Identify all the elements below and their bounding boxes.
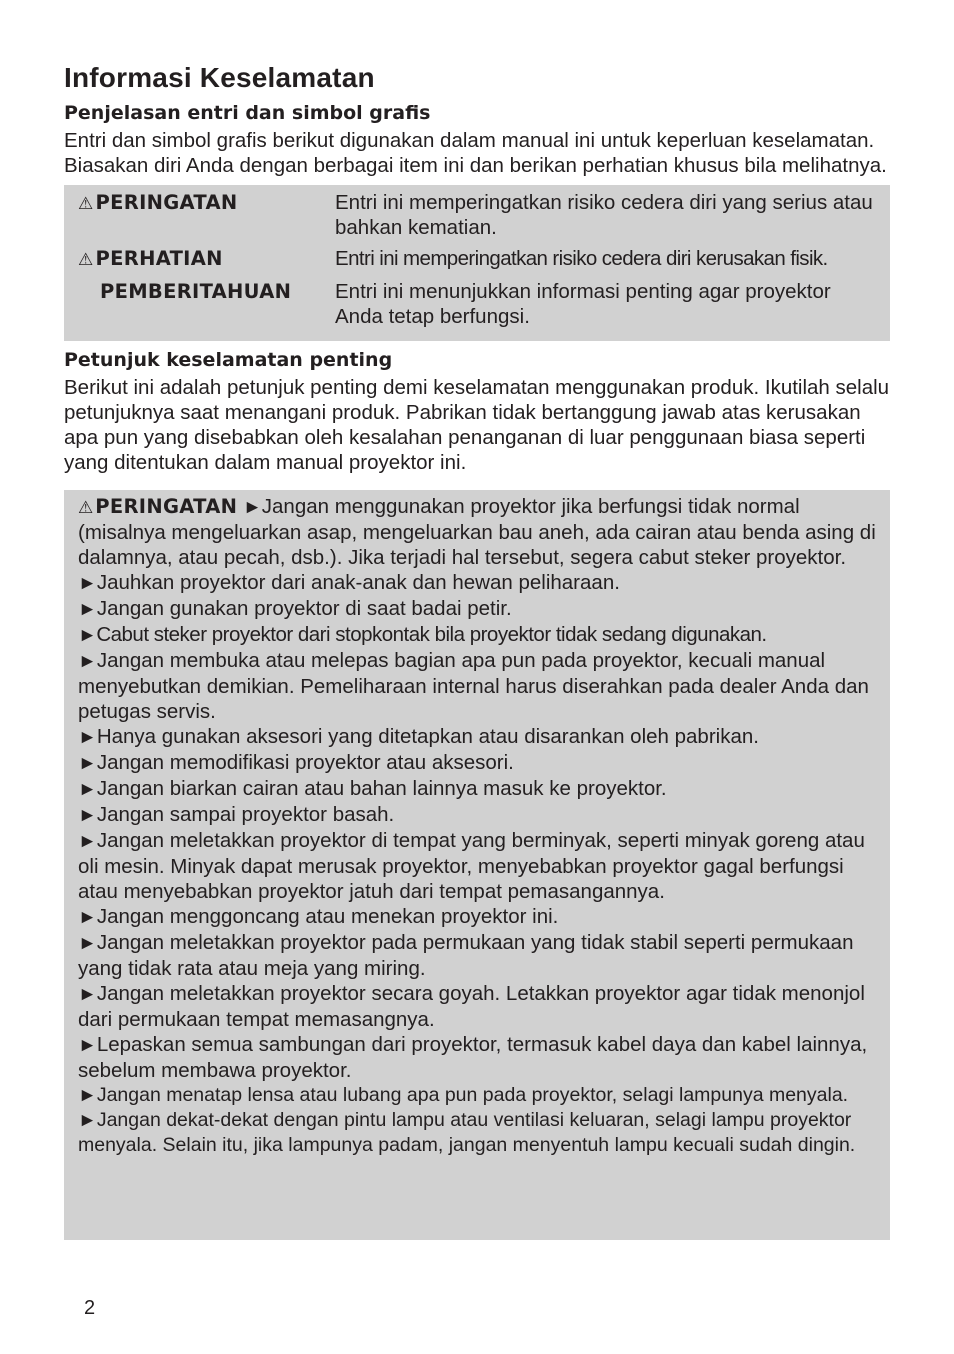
legend-term: PERHATIAN <box>95 247 223 270</box>
list-item: ►Jangan gunakan proyektor di saat badai petir. <box>78 597 512 620</box>
arrow-icon: ► <box>78 1110 97 1131</box>
legend-row-notice <box>78 279 876 329</box>
list-item: ►Jangan memodifikasi proyektor atau aksesori. <box>78 751 514 774</box>
warning-instructions-box <box>64 490 890 1240</box>
list-item: ►Jauhkan proyektor dari anak-anak dan hewan peliharaan. <box>78 571 620 594</box>
section-heading-symbols: Penjelasan entri dan simbol grafis <box>64 102 431 124</box>
arrow-icon: ► <box>78 779 97 800</box>
arrow-icon: ► <box>78 753 97 774</box>
document-page <box>64 58 890 1240</box>
list-item: ⚠ PERINGATAN ►Jangan menggunakan proyektor jika berfungsi tidak normal (misalnya mengeluarkan asap, mengeluarkan bau aneh, ada cairan atau benda asing di dalamnya, atau pecah, dsb.). Jika terjadi hal tersebut, segera cabut steker proyektor. <box>78 495 876 569</box>
arrow-icon: ► <box>78 1035 97 1056</box>
list-item: ►Jangan meletakkan proyektor di tempat yang berminyak, seperti minyak goreng atau oli mesin. Minyak dapat merusak proyektor, menyebabkan proyektor gagal berfungsi atau menyebabkan proyektor jatuh dari tempat pemasangannya. <box>78 829 865 903</box>
arrow-icon: ► <box>78 984 97 1005</box>
list-item: ►Hanya gunakan aksesori yang ditetapkan atau disarankan oleh pabrikan. <box>78 725 759 748</box>
warning-triangle-icon: ⚠ <box>78 194 94 214</box>
list-item: ►Jangan biarkan cairan atau bahan lainnya masuk ke proyektor. <box>78 777 667 800</box>
list-item: ►Jangan membuka atau melepas bagian apa pun pada proyektor, kecuali manual menyebutkan demikian. Pemeliharaan internal harus diserahkan pada dealer Anda dan petugas servis. <box>78 649 869 723</box>
legend-description: Entri ini memperingatkan risiko cedera diri kerusakan fisik. <box>335 247 828 270</box>
arrow-icon: ► <box>78 727 97 748</box>
arrow-icon: ► <box>78 1085 97 1106</box>
list-item: ►Cabut steker proyektor dari stopkontak bila proyektor tidak sedang digunakan. <box>78 623 767 646</box>
arrow-icon: ► <box>242 497 262 518</box>
legend-row-warning <box>78 190 876 240</box>
arrow-icon: ► <box>78 651 97 672</box>
legend-term: PERINGATAN <box>95 191 238 214</box>
section-heading-safety: Petunjuk keselamatan penting <box>64 349 393 371</box>
arrow-icon: ► <box>78 907 97 928</box>
page-number: 2 <box>84 1297 96 1319</box>
symbol-legend-box <box>64 185 890 341</box>
arrow-icon: ► <box>78 599 97 620</box>
warning-triangle-icon: ⚠ <box>78 250 94 270</box>
arrow-icon: ► <box>78 831 97 852</box>
list-item: ►Jangan meletakkan proyektor secara goyah. Letakkan proyektor agar tidak menonjol dari permukaan tempat memasangnya. <box>78 982 865 1031</box>
section-intro-safety: Berikut ini adalah petunjuk penting demi keselamatan menggunakan produk. Ikutilah selalu petunjuknya saat menangani produk. Pabrikan tidak bertanggung jawab atas kerusakan apa pun yang disebabkan oleh kesalahan penanganan di luar penggunaan biasa seperti yang ditentukan dalam manual proyektor ini. <box>64 376 890 474</box>
list-item: ►Lepaskan semua sambungan dari proyektor, termasuk kabel daya dan kabel lainnya, sebelum membawa proyektor. <box>78 1033 868 1082</box>
section-intro-symbols: Entri dan simbol grafis berikut digunakan dalam manual ini untuk keperluan keselamatan. Biasakan diri Anda dengan berbagai item ini dan berikan perhatian khusus bila melihatnya. <box>64 129 887 177</box>
legend-row-caution <box>78 246 876 273</box>
arrow-icon: ► <box>78 573 97 594</box>
arrow-icon: ► <box>78 625 97 646</box>
arrow-icon: ► <box>78 933 97 954</box>
warning-label: PERINGATAN <box>95 495 238 518</box>
legend-description: Entri ini menunjukkan informasi penting agar proyektor Anda tetap berfungsi. <box>335 280 831 328</box>
list-item: ►Jangan menatap lensa atau lubang apa pun pada proyektor, selagi lampunya menyala. <box>78 1084 849 1106</box>
warning-triangle-icon: ⚠ <box>78 498 94 517</box>
list-item: ►Jangan menggoncang atau menekan proyektor ini. <box>78 905 559 928</box>
list-item: ►Jangan dekat-dekat dengan pintu lampu atau ventilasi keluaran, selagi lampu proyektor menyala. Selain itu, jika lampunya padam, jangan menyentuh lampu kecuali sudah dingin. <box>78 1109 856 1156</box>
legend-description: Entri ini memperingatkan risiko cedera diri yang serius atau bahkan kematian. <box>335 191 873 239</box>
list-item: ►Jangan sampai proyektor basah. <box>78 803 395 826</box>
page-title: Informasi Keselamatan <box>64 62 375 93</box>
list-item: ►Jangan meletakkan proyektor pada permukaan yang tidak stabil seperti permukaan yang tidak rata atau meja yang miring. <box>78 931 854 980</box>
arrow-icon: ► <box>78 805 97 826</box>
legend-term: PEMBERITAHUAN <box>100 280 292 303</box>
